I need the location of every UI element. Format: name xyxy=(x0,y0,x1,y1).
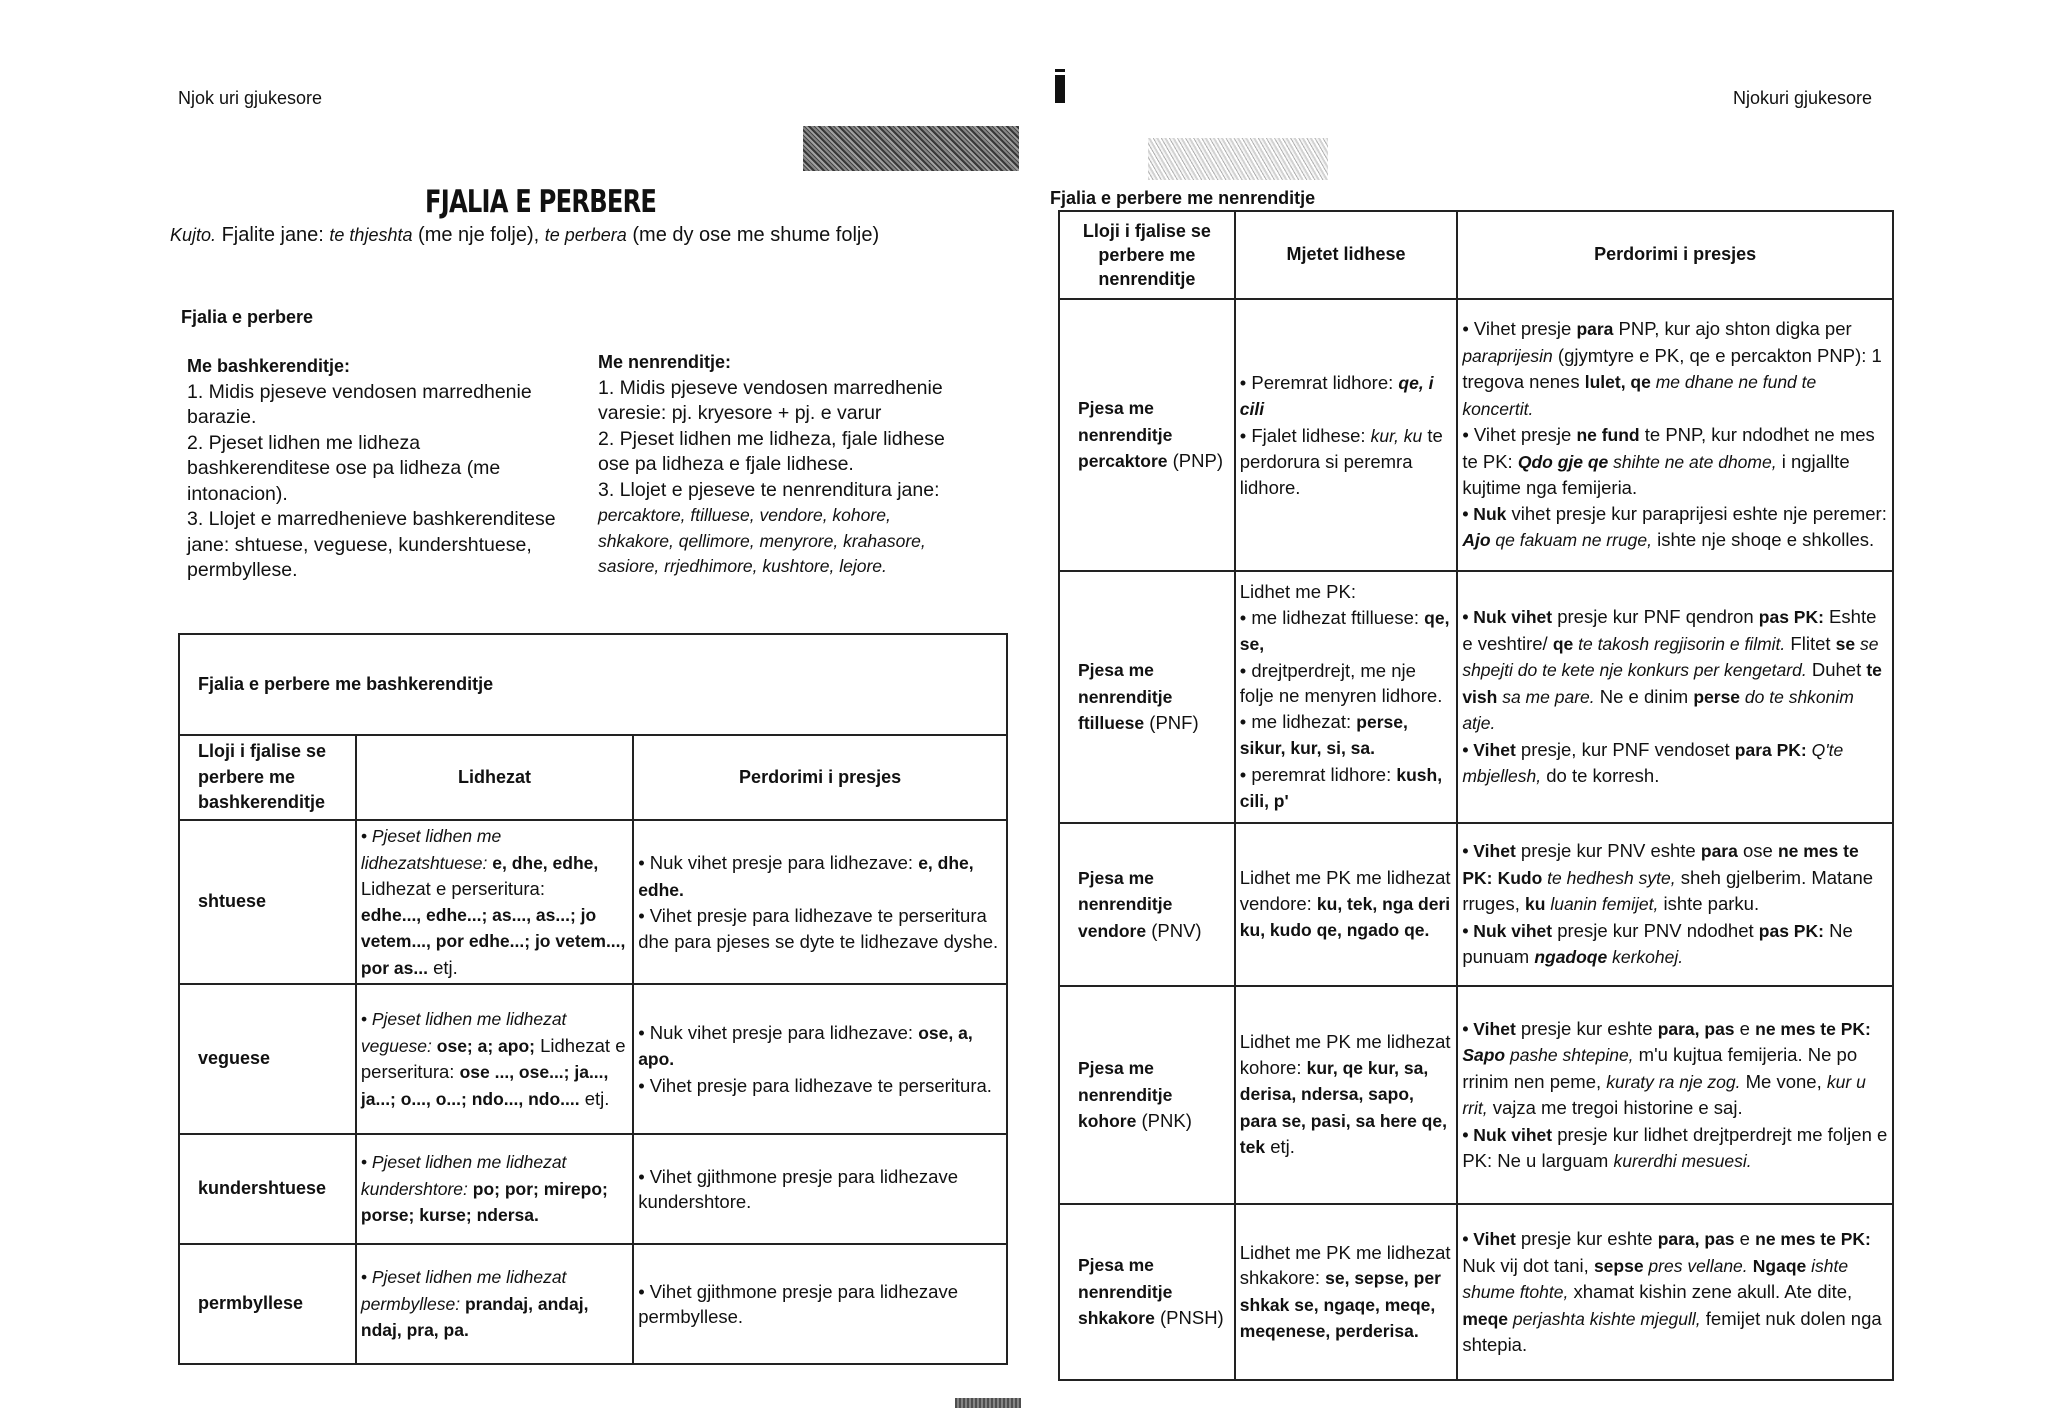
text-run: presje, kur PNF vendoset xyxy=(1515,738,1735,760)
row-lidhezat xyxy=(356,1134,633,1244)
text-run: e xyxy=(1734,1017,1756,1039)
text-run: etj. xyxy=(1265,1136,1295,1158)
text-run: • Vihet presje para lidhezave te perseritura. xyxy=(638,1074,992,1096)
nenrenditje-types xyxy=(598,503,998,580)
text-run: para xyxy=(1700,841,1738,862)
text-run: Ajo xyxy=(1462,530,1491,551)
row-type xyxy=(1059,986,1235,1204)
text-run: se, sepse, per shkak se, ngaqe, meqe, meqenese, perderisa. xyxy=(1239,1268,1441,1341)
bashkerenditje-summary xyxy=(187,354,587,584)
row-presja xyxy=(633,1134,1007,1244)
text-run: ose ..., ose...; ja..., ja...; o..., o...; ndo..., ndo.... xyxy=(360,1062,609,1109)
text-run: • Nuk vihet xyxy=(1462,1124,1553,1145)
text-run: sa me pare. xyxy=(1497,686,1595,707)
text-run: ose xyxy=(1737,840,1778,862)
text-run: presje kur lidhet drejtperdrejt me foljen e PK: Ne u larguam xyxy=(1462,1123,1888,1171)
text-run: se xyxy=(1835,633,1856,654)
text-run: Lidhet me PK: xyxy=(1239,581,1356,603)
summary-line: 2. Pjeset lidhen me lidheza xyxy=(187,431,421,454)
text-run: (gjymtyre e PK, qe e percakton PNP): 1 tregova nenes xyxy=(1462,344,1882,393)
text-run: Duhet xyxy=(1806,659,1867,681)
table-row xyxy=(1059,986,1893,1204)
text-run: • Vihet xyxy=(1462,1018,1516,1039)
text-run: kush, cili, p' xyxy=(1239,764,1443,812)
text-run: te perdorura si peremra lidhore. xyxy=(1239,424,1443,498)
text-run: Pjesa me nenrenditje kohore xyxy=(1078,1058,1173,1132)
text-run: qe, i cili xyxy=(1239,372,1434,420)
text-run: (PNSH) xyxy=(1154,1307,1224,1329)
text-run: ne mes te PK: xyxy=(1462,841,1859,888)
text-run: ku xyxy=(1525,894,1546,915)
text-run: ose, a, apo. xyxy=(638,1022,973,1070)
bashkerenditje-lines xyxy=(187,380,587,584)
text-run: ne mes te PK: xyxy=(1755,1018,1871,1039)
text-run: sheh gjelberim. Matane rruges, xyxy=(1462,866,1874,915)
rt-header-type: Lloji i fjalise se perbere me nenrenditje xyxy=(1059,211,1235,299)
bashkerenditje-table-caption: Fjalia e perbere me bashkerenditje xyxy=(179,634,1007,735)
lt-header-presja: Perdorimi i presjes xyxy=(633,735,1007,820)
text-run: perse, sikur, kur, si, sa. xyxy=(1239,711,1408,759)
row-presja xyxy=(1457,571,1893,823)
row-lidhezat xyxy=(356,1244,633,1364)
text-run: • Vihet xyxy=(1462,739,1516,760)
text-run: presje kur eshte xyxy=(1515,1228,1658,1250)
kujto-prefix: Kujto. xyxy=(170,225,217,245)
text-run: po; por; mirepo; porse; kurse; ndersa. xyxy=(360,1178,608,1226)
row-type xyxy=(1059,1204,1235,1380)
text-run: (PNF) xyxy=(1144,712,1199,734)
text-run: te takosh regjisorin e filmit. xyxy=(1573,633,1786,654)
lt-header-lidhezat: Lidhezat xyxy=(356,735,633,820)
text-run: ishte parku. xyxy=(1658,893,1760,915)
text-run: • Vihet presje xyxy=(1462,424,1577,446)
summary-line: 2. Pjeset lidhen me lidheza, fjale lidhese xyxy=(598,427,945,450)
text-run: Pjesa me nenrenditje shkakore xyxy=(1078,1255,1173,1329)
table-row xyxy=(1059,571,1893,823)
summary-line: 1. Midis pjeseve vendosen marredhenie xyxy=(187,380,532,403)
scan-noise-right xyxy=(1148,138,1328,180)
text-run: lulet, qe xyxy=(1584,372,1651,393)
text-run: te PNP, kur ndodhet ne mes te PK: xyxy=(1462,424,1875,472)
summary-line: ose pa lidheza e fjale lidhese. xyxy=(598,453,854,475)
text-run: xhamat kishin zene akull. Ate dite, xyxy=(1568,1281,1853,1303)
text-run: kur, ku xyxy=(1370,425,1423,446)
text-run: • drejtperdrejt, me nje folje ne menyren lidhore. xyxy=(1239,659,1443,707)
row-presja xyxy=(1457,986,1893,1204)
text-run: • Vihet gjithmone presje para lidhezave permbyllese. xyxy=(638,1280,958,1327)
text-run: (PNP) xyxy=(1167,450,1223,472)
row-type xyxy=(1059,571,1235,823)
text-run: pas PK: xyxy=(1758,607,1824,628)
text-run: para xyxy=(1576,319,1614,340)
row-mjetet xyxy=(1235,986,1458,1204)
text-run: te vish xyxy=(1462,660,1882,707)
summary-line: 1. Midis pjeseve vendosen marredhenie xyxy=(598,376,943,399)
section-heading: Fjalia e perbere xyxy=(181,307,314,327)
text-run: e, dhe, edhe. xyxy=(638,853,974,900)
summary-line: percaktore, ftilluese, vendore, kohore, xyxy=(598,505,891,525)
text-run: ishte nje shoqe e shkolles. xyxy=(1652,529,1875,551)
row-type: kundershtuese xyxy=(179,1134,356,1244)
kujto-term-2: te perbera xyxy=(544,225,627,245)
text-run: presje kur PNF qendron xyxy=(1552,606,1759,628)
text-run: sepse xyxy=(1593,1255,1644,1276)
text-run: Ne punuam xyxy=(1462,919,1853,968)
text-run: para, pas xyxy=(1657,1018,1735,1039)
page-header-right: Njokuri gjukesore xyxy=(1733,88,1873,108)
text-run: etj. xyxy=(427,956,458,978)
table-row xyxy=(179,984,1007,1134)
row-type: veguese xyxy=(179,984,356,1134)
text-run: do te shkonim atje. xyxy=(1462,686,1854,734)
text-run: edhe..., edhe...; as..., as...; jo vetem..., por edhe...; jo vetem..., por as... xyxy=(360,904,626,978)
text-run: ne fund xyxy=(1576,425,1640,446)
text-run: shtuese: xyxy=(421,852,493,873)
bashkerenditje-rows xyxy=(179,820,1007,1364)
text-run: Me vone, xyxy=(1740,1070,1827,1092)
scan-noise-left xyxy=(803,126,1019,171)
table-row xyxy=(179,1134,1007,1244)
nenrenditje-summary xyxy=(598,350,998,580)
text-run: Pjesa me nenrenditje vendore xyxy=(1078,867,1173,941)
text-run: e xyxy=(1734,1228,1756,1250)
text-run: ku, tek, nga deri ku, kudo qe, ngado qe. xyxy=(1239,893,1451,941)
table-row xyxy=(1059,823,1893,986)
text-run: para, pas xyxy=(1657,1229,1735,1250)
text-run: te hedhesh syte, xyxy=(1542,867,1676,888)
text-run: kerkohej. xyxy=(1607,947,1684,968)
text-run: • me lidhezat ftilluese: xyxy=(1239,606,1425,628)
text-run: presje kur PNV ndodhet xyxy=(1552,919,1759,941)
scan-mark xyxy=(1055,75,1065,103)
text-run: • Nuk xyxy=(1462,503,1507,524)
text-run: PNP, kur ajo shton digka per xyxy=(1613,318,1852,340)
bashkerenditje-table xyxy=(178,633,1008,1365)
row-presja xyxy=(633,1244,1007,1364)
text-run: • Nuk vihet presje para lidhezave: xyxy=(638,1021,919,1043)
text-run: Ne e dinim xyxy=(1594,685,1694,707)
row-type: shtuese xyxy=(179,820,356,984)
text-run: • me lidhezat: xyxy=(1239,710,1357,732)
text-run: • Pjeset lidhen me lidhezat permbyllese: xyxy=(360,1267,567,1314)
rt-header-presja: Perdorimi i presjes xyxy=(1457,211,1893,299)
kujto-text-2: (me nje folje), xyxy=(412,224,545,246)
row-presja xyxy=(633,820,1007,984)
text-run: Pjesa me nenrenditje ftilluese xyxy=(1078,660,1173,734)
text-run: presje kur eshte xyxy=(1515,1017,1658,1039)
text-run: • Vihet gjithmone presje para lidhezave kundershtore. xyxy=(638,1165,958,1212)
summary-line: jane: shtuese, veguese, kundershtuese, xyxy=(187,533,532,556)
text-run: Pjesa me nenrenditje percaktore xyxy=(1078,398,1173,472)
text-run: femijet nuk dolen nga shtepia. xyxy=(1462,1307,1882,1356)
row-presja xyxy=(1457,299,1893,571)
text-run: e, dhe, edhe, xyxy=(492,852,599,873)
text-run: qe fakuam ne rruge, xyxy=(1490,530,1652,551)
row-mjetet xyxy=(1235,571,1458,823)
row-type: permbyllese xyxy=(179,1244,356,1364)
summary-line: permbyllese. xyxy=(187,559,298,581)
summary-line: barazie. xyxy=(187,406,257,428)
text-run: pashe shtepine, xyxy=(1505,1045,1634,1065)
row-presja xyxy=(633,984,1007,1134)
summary-line: 3. Llojet e marredhenieve bashkerenditese xyxy=(187,508,556,530)
text-run: Kudo xyxy=(1497,867,1543,888)
text-run: i ngjallte kujtime nga femijeria. xyxy=(1462,450,1850,499)
kujto-text-1: Fjalite jane: xyxy=(216,224,330,246)
text-run: Lidhezat e perseritura: xyxy=(360,878,545,899)
text-run: • Pjeset lidhen me lidhezat xyxy=(360,826,502,873)
text-run: prandaj, andaj, ndaj, pra, pa. xyxy=(360,1293,589,1341)
nenrenditje-heading: Me nenrenditje: xyxy=(598,352,732,372)
text-run: • Vihet xyxy=(1462,841,1516,862)
page-title: FJALIA E PERBERE xyxy=(425,184,657,220)
text-run: presje kur PNV eshte xyxy=(1515,840,1701,862)
row-type xyxy=(1059,823,1235,986)
text-run: (PNK) xyxy=(1136,1110,1192,1132)
row-lidhezat xyxy=(356,820,633,984)
table-row xyxy=(179,1244,1007,1364)
kujto-text-3: (me dy ose me shume folje) xyxy=(626,224,880,246)
text-run: Sapo xyxy=(1462,1045,1506,1065)
row-lidhezat xyxy=(356,984,633,1134)
text-run: kuraty ra nje zog. xyxy=(1606,1071,1741,1092)
row-type xyxy=(1059,299,1235,571)
text-run: me dhane ne fund te koncertit. xyxy=(1462,372,1817,419)
rt-header-mjetet: Mjetet lidhese xyxy=(1235,211,1458,299)
kujto-term-1: te thjeshta xyxy=(329,225,413,245)
page-header-left: Njok uri gjukesore xyxy=(178,88,323,108)
text-run: • Nuk vihet xyxy=(1462,607,1553,628)
text-run: • Pjeset lidhen me lidhezat kundershtore: xyxy=(360,1152,567,1199)
text-run: Lidhezat e perseritura: xyxy=(360,1034,626,1082)
bashkerenditje-heading: Me bashkerenditje: xyxy=(187,356,351,376)
text-run: meqe xyxy=(1462,1308,1509,1329)
summary-line: bashkerenditese ose pa lidheza (me xyxy=(187,457,501,479)
text-run: perjashta kishte mjegull, xyxy=(1508,1308,1701,1329)
row-mjetet xyxy=(1235,299,1458,571)
text-run: Nuk vij dot tani, xyxy=(1462,1254,1594,1276)
text-run: ose; a; apo; xyxy=(436,1035,535,1056)
summary-line: intonacion). xyxy=(187,482,288,505)
nenrenditje-table xyxy=(1058,210,1894,1381)
summary-line: sasiore, rrjedhimore, kushtore, lejore. xyxy=(598,556,887,576)
text-run: paraprijesin xyxy=(1462,345,1553,366)
text-run: Qdo gje qe xyxy=(1517,451,1609,472)
text-run: kurerdhi mesuesi. xyxy=(1613,1151,1752,1171)
text-run: Eshte e veshtire/ xyxy=(1462,606,1877,654)
text-run: • Vihet xyxy=(1462,1229,1516,1250)
text-run: ne mes te PK: xyxy=(1755,1229,1871,1250)
text-run: • Nuk vihet xyxy=(1462,920,1553,941)
text-run: do te korresh. xyxy=(1541,765,1660,787)
text-run: se shpejti do te kete nje konkurs per kengetard. xyxy=(1462,633,1879,681)
nenrenditje-lines xyxy=(598,376,998,504)
text-run: Lidhet me PK me lidhezat vendore: xyxy=(1239,867,1451,914)
text-run: • Peremrat lidhore: xyxy=(1239,371,1399,393)
text-run: Flitet xyxy=(1785,632,1836,654)
text-run: ngadoqe xyxy=(1534,947,1608,968)
text-run: Q'te mbjellesh, xyxy=(1462,739,1844,787)
text-run: qe xyxy=(1552,633,1574,654)
table-row xyxy=(1059,299,1893,571)
row-mjetet xyxy=(1235,1204,1458,1380)
text-run: Ngaqe xyxy=(1752,1255,1807,1276)
row-mjetet xyxy=(1235,823,1458,986)
text-run: para PK: xyxy=(1734,739,1807,760)
summary-line: shkakore, qellimore, menyrore, krahasore, xyxy=(598,530,926,551)
text-run: vihet presje kur paraprijesi eshte nje peremer: xyxy=(1506,502,1887,524)
text-run: kur, qe kur, sa, derisa, ndersa, sapo, para se, pasi, sa here qe, tek xyxy=(1239,1057,1447,1158)
table-row xyxy=(179,820,1007,984)
text-run: etj. xyxy=(579,1087,610,1109)
text-run: kur u rrit, xyxy=(1462,1071,1866,1118)
lt-header-type: Lloji i fjalise se perbere me bashkerenditje xyxy=(179,735,356,820)
summary-line: varesie: pj. kryesore + pj. e varur xyxy=(598,402,882,424)
kujto-note xyxy=(170,224,879,247)
text-run: Lidhet me PK me lidhezat kohore: xyxy=(1239,1031,1451,1078)
row-presja xyxy=(1457,823,1893,986)
scan-smudge xyxy=(955,1398,1021,1408)
text-run: m'u kujtua femijeria. Ne po rrinim nen peme, xyxy=(1462,1044,1858,1092)
text-run: vajza me tregoi historine e saj. xyxy=(1487,1097,1743,1118)
text-run: shihte ne ate dhome, xyxy=(1608,451,1777,472)
table-row xyxy=(1059,1204,1893,1380)
text-run: pres vellane. xyxy=(1643,1255,1748,1276)
text-run: qe, se, xyxy=(1239,607,1450,655)
text-run: ishte shume ftohte, xyxy=(1462,1255,1849,1303)
row-presja xyxy=(1457,1204,1893,1380)
text-run: (PNV) xyxy=(1146,919,1202,941)
nenrenditje-rows xyxy=(1059,299,1893,1380)
nenrenditje-table-caption: Fjalia e perbere me nenrenditje xyxy=(1050,188,1316,208)
text-run: luanin femijet, xyxy=(1545,894,1659,915)
text-run: perse xyxy=(1693,686,1741,707)
text-run: Lidhet me PK me lidhezat shkakore: xyxy=(1239,1241,1451,1288)
text-run: • Vihet presje xyxy=(1462,318,1577,340)
text-run: • Nuk vihet presje para lidhezave: xyxy=(638,852,919,873)
text-run: • Vihet presje para lidhezave te perseritura dhe para pjeses se dyte te lidhezave dyshe. xyxy=(638,905,999,952)
text-run: pas PK: xyxy=(1758,920,1824,941)
text-run: • Pjeset lidhen me lidhezat veguese: xyxy=(360,1009,567,1056)
text-run: • peremrat lidhore: xyxy=(1239,763,1397,785)
text-run: • Fjalet lidhese: xyxy=(1239,424,1371,446)
summary-line: 3. Llojet e pjeseve te nenrenditura jane: xyxy=(598,478,940,501)
